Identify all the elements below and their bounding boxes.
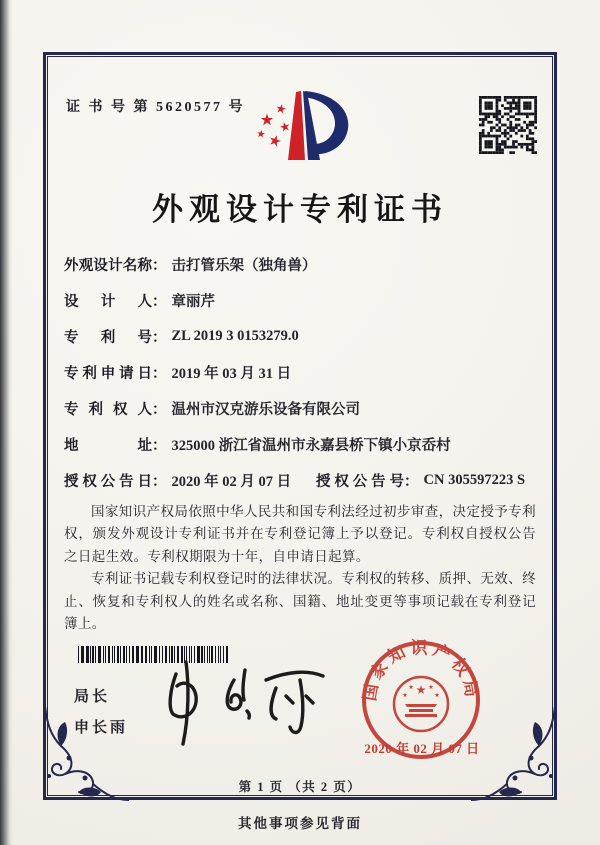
- field-address: 地址 ： 325000 浙江省温州市永嘉县桥下镇小京岙村: [64, 426, 526, 462]
- field-list: [64, 246, 526, 498]
- scan-edge-shadow: [0, 0, 13, 845]
- back-note: 其他事项参见背面: [238, 816, 362, 831]
- field-grant-number: 授权公告号 ： CN 305597223 S: [316, 471, 526, 490]
- field-label: 外观设计名称: [64, 257, 152, 274]
- national-emblem-icon: [394, 677, 448, 731]
- field-patentee: 专利权人 ： 温州市汉克游乐设备有限公司: [64, 390, 526, 426]
- page-number: 第 1 页 （共 2 页）: [238, 780, 362, 794]
- field-value: CN 305597223 S: [423, 471, 526, 488]
- field-value: 击打管乐架（独角兽）: [171, 257, 317, 274]
- field-label: 设计人: [64, 293, 152, 310]
- qr-code: [479, 96, 537, 154]
- signature: [148, 656, 333, 748]
- certificate-title: 外观设计专利证书: [152, 192, 448, 227]
- signer-name: 申长雨: [74, 720, 129, 736]
- field-label: 专利号: [64, 329, 152, 346]
- field-filing-date: 专利申请日 ： 2019 年 03 月 31 日: [64, 354, 526, 390]
- field-label: 授权公告日: [64, 473, 152, 490]
- field-value: 2020 年 02 月 07 日: [171, 473, 292, 490]
- field-design-name: 外观设计名称 ： 击打管乐架（独角兽）: [64, 246, 526, 282]
- field-patent-number: 专利号 ： ZL 2019 3 0153279.0: [64, 327, 299, 346]
- field-value: 325000 浙江省温州市永嘉县桥下镇小京岙村: [171, 437, 451, 454]
- legal-text: [64, 501, 536, 635]
- field-label: 专利申请日: [64, 365, 152, 382]
- field-value: ZL 2019 3 0153279.0: [171, 327, 299, 344]
- field-label: 授权公告号: [316, 473, 404, 490]
- field-value: 温州市汉克游乐设备有限公司: [171, 401, 360, 418]
- field-grant-row: 授权公告日 ： 2020 年 02 月 07 日 授权公告号 ： CN 305597223 S: [64, 462, 526, 498]
- field-designer: 设计人 ： 章丽芹: [64, 282, 526, 318]
- signer-title: 局长: [74, 689, 111, 705]
- field-value: 章丽芹: [171, 293, 215, 310]
- legal-paragraph-1: 国家知识产权局依照中华人民共和国专利法经过初步审查，决定授予专利权，颁发外观设计专利证书并在专利登记簿上予以登记。专利权自授权公告之日起生效。专利权期限为十年，自申请日起算。: [64, 504, 536, 564]
- field-value: 2019 年 03 月 31 日: [171, 365, 292, 382]
- svg-text:国家知识产权局: 国家知识产权局: [360, 638, 482, 703]
- cnipa-patent-logo-icon: [250, 82, 366, 178]
- legal-paragraph-2: 专利证书记载专利权登记时的法律状况。专利权的转移、质押、无效、终止、恢复和专利权人的姓名或名称、国籍、地址变更等事项记载在专利登记簿上。: [64, 571, 536, 632]
- seal-date: 2020 年 02 月 07 日: [364, 741, 480, 756]
- field-label: 专利权人: [64, 401, 152, 418]
- field-label: 地址: [64, 437, 152, 454]
- certificate-number: 证 书 号 第 5620577 号: [66, 100, 245, 115]
